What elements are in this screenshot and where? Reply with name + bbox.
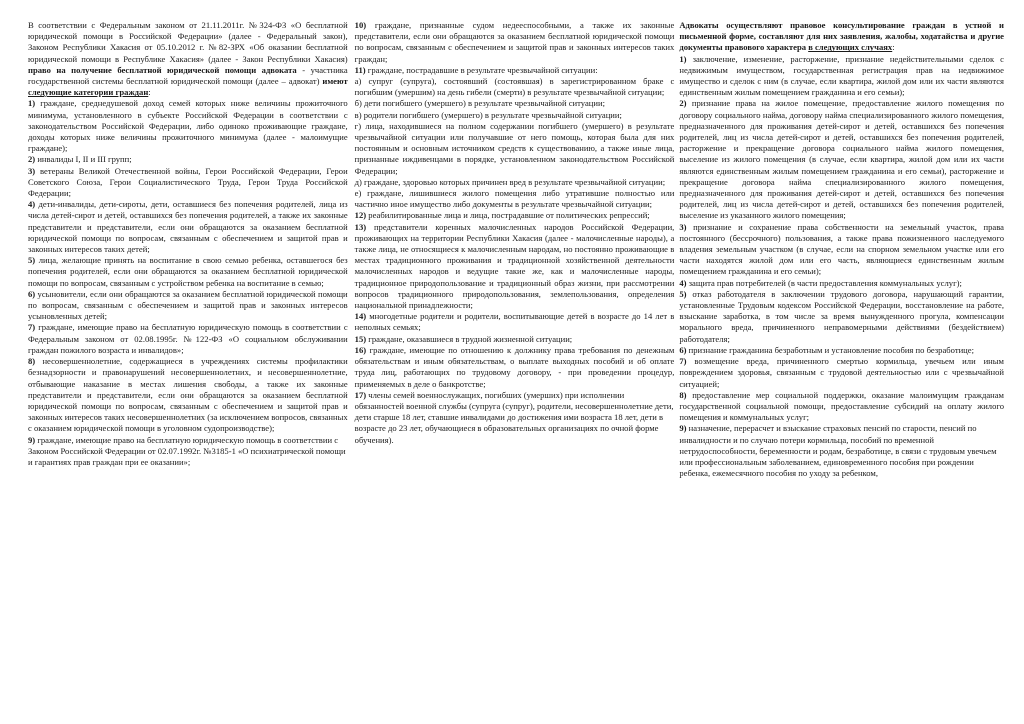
text-run: возмещение вреда, причиненного смертью кормильца, увечьем или иным повреждением здоровья, связанным с трудовой деятельностью или с чрезвычайной ситуацией; bbox=[679, 356, 1004, 389]
text-run: ветераны Великой Отечественной войны, Герои Российской Федерации, Герои Советского Союза, Герои Социалистического Труда, Герои Труда Российской Федерации; bbox=[28, 165, 348, 199]
text-run: дети-инвалиды, дети-сироты, дети, оставшиеся без попечения родителей, лица из числа детей-сирот и детей, оставшихся без попечения родителей, а также их законные представители и представители, если они обращаются за оказанием бесплатной юридической помощи по вопросам, связанным с обеспечением и защитой прав и законных интересов таких детей; bbox=[28, 199, 348, 255]
paragraph-intro bbox=[28, 20, 348, 98]
paragraph-item-13 bbox=[355, 222, 675, 312]
text-run: 6) bbox=[28, 288, 36, 299]
text-run: 15) bbox=[354, 333, 367, 344]
paragraph-item-5 bbox=[28, 255, 348, 289]
paragraph-item-1 bbox=[28, 98, 348, 154]
text-run: 1) bbox=[679, 53, 687, 64]
text-run: реабилитированные лица и лица, пострадавшие от политических репрессий; bbox=[366, 210, 650, 221]
paragraph-case-8 bbox=[679, 390, 1004, 424]
text-run: отказ работодателя в заключении трудового договора, нарушающий гарантии, установленные Трудовым кодексом Российской Федерации, восстановление на работе, взыскание заработка, в том числе за время вынужденного прогула, компенсации морального вреда, причиненного неправомерными действиями (бездействием) работодателя; bbox=[679, 288, 1004, 344]
paragraph-case-1 bbox=[679, 54, 1004, 99]
text-run: назначение, перерасчет и взыскание страховых пенсий по старости, пенсий по инвалидности и по случаю потери кормильца, пособий по временной нетрудоспособности, беременности и родам, безработице, в связи с трудовым увечьем или профессиональным заболеванием, единовременного пособия при рождении ребенка, ежемесячного пособия по уходу за ребенком, bbox=[679, 423, 997, 479]
text-run: право на получение бесплатной юридической помощи адвоката bbox=[28, 64, 297, 75]
text-run: признание гражданина безработным и установление пособия по безработице; bbox=[686, 344, 974, 355]
text-run: 2) bbox=[679, 98, 687, 109]
paragraph-item-15 bbox=[355, 334, 675, 345]
paragraph-item-11a bbox=[355, 76, 675, 98]
text-run: в следующих случаях bbox=[808, 42, 893, 53]
text-run: имеют bbox=[322, 76, 348, 87]
text-run: в) родители погибшего (умершего) в результате чрезвычайной ситуации; bbox=[354, 109, 622, 120]
text-run: граждане, имеющие право на бесплатную юридическую помощь в соответствии с Законом Российской Федерации от 02.07.1992г. №3185-1 «О психиатрической помощи и гарантиях прав граждан при ее оказании»; bbox=[28, 434, 346, 467]
text-run: многодетные родители и родители, воспитывающие детей в возрасте до 14 лет в неполных семьях; bbox=[354, 311, 675, 333]
text-run: члены семей военнослужащих, погибших (умерших) при исполнении обязанностей военной службы (супруга (супруг), родители, несовершеннолетние дети, дети старше 18 лет, ставшие инвалидами до достижения ими возраста 18 лет, дети в возрасте до 23 лет, обучающиеся в образовательных организациях по очной форме обучения). bbox=[354, 389, 674, 445]
text-run: г) лица, находившиеся на полном содержании погибшего (умершего) в результате чрезвычайной ситуации или получавшие от него помощь, которая была для них постоянным и основным источником средств к существованию, а также иные лица, признанные иждивенцами в порядке, установленном законодательством Российской Федерации; bbox=[354, 120, 675, 176]
text-run: 14) bbox=[354, 311, 367, 322]
paragraph-case-7 bbox=[679, 356, 1004, 390]
text-run: несовершеннолетние, содержащиеся в учреждениях системы профилактики безнадзорности и правонарушений несовершеннолетних, и несовершеннолетние, отбывающие наказание в местах лишения свободы, а также их законные представители и представители, если они обращаются за оказанием бесплатной юридической помощи по вопросам, связанным с обеспечением и защитой прав и законных интересов таких несовершеннолетних (за исключением вопросов, связанных с оказанием юридической помощи в уголовном судопроизводстве); bbox=[28, 356, 348, 434]
paragraph-case-4 bbox=[679, 278, 1004, 289]
text-run: Адвокаты осуществляют правовое консультирование граждан в устной и письменной форме, составляют для них заявления, жалобы, ходатайства и другие документы правового характера bbox=[679, 20, 1004, 53]
text-run: 7) bbox=[28, 322, 36, 333]
paragraph-item-11e bbox=[355, 188, 675, 210]
paragraph-intro-cases bbox=[679, 20, 1004, 54]
text-run: граждане, оказавшиеся в трудной жизненной ситуации; bbox=[366, 333, 573, 344]
text-run: граждане, признанные судом недееспособными, а также их законные представители, если они обращаются за оказанием бесплатной юридической помощи по вопросам, связанным с обеспечением и защитой прав и законных интересов таких граждан; bbox=[354, 20, 675, 64]
paragraph-item-11 bbox=[355, 65, 675, 76]
text-run: 9) bbox=[28, 434, 36, 445]
text-run: граждане, имеющие по отношению к должнику права требования по денежным обязательствам и иным обязательствам, о выплате выходных пособий и об оплате труда лиц, работающих по трудовому договору, - при проведении процедур, применяемых в деле о банкротстве; bbox=[354, 344, 675, 389]
text-run: граждане, имеющие право на бесплатную юридическую помощь в соответствии с Федеральным законом от 02.08.1995г. №122-ФЗ «О социальном обслуживании граждан пожилого возраста и инвалидов»; bbox=[28, 322, 348, 355]
text-run: 3) bbox=[28, 165, 36, 176]
text-run: предоставление мер социальной поддержки, оказание малоимущим гражданам государственной социальной помощи, предоставление субсидий на оплату жилого помещения и коммунальных услуг; bbox=[679, 389, 1004, 423]
text-run: : bbox=[892, 42, 895, 53]
paragraph-item-4 bbox=[28, 199, 348, 255]
paragraph-item-9 bbox=[28, 435, 348, 469]
text-run: 8) bbox=[679, 389, 687, 400]
text-run: 7) bbox=[679, 356, 687, 367]
text-run: 11) bbox=[354, 64, 366, 75]
text-column-3 bbox=[679, 20, 1004, 479]
text-run: : bbox=[148, 87, 151, 98]
text-run: 12) bbox=[354, 210, 367, 221]
text-run: 10) bbox=[354, 20, 367, 30]
text-run: 2) bbox=[28, 154, 36, 165]
text-run: В соответствии с Федеральным законом от 21.11.2011г. №324-ФЗ «О бесплатной юридической помощи в Российской Федерации» (далее - Федеральный закон), Законом Республики Хакасия от 05.10.2012 г. №82-ЗРХ «Об оказании бесплатной юридической помощи в Республике Хакасия» (далее - Закон Республики Хакасия) bbox=[28, 20, 348, 64]
text-run: 5) bbox=[28, 255, 36, 266]
text-run: б) дети погибшего (умершего) в результате чрезвычайной ситуации; bbox=[354, 98, 605, 109]
text-run: - участника государственной системы бесплатной юридической помощи (далее – адвокат) bbox=[28, 64, 348, 87]
text-run: граждане, пострадавшие в результате чрезвычайной ситуации: bbox=[365, 64, 598, 75]
paragraph-item-11d bbox=[355, 177, 675, 188]
text-run: лица, желающие принять на воспитание в свою семью ребенка, оставшегося без попечения родителей, если они обращаются за оказанием бесплатной юридической помощи по вопросам, связанным с устройством ребенка на воспитание в семью; bbox=[28, 255, 348, 288]
paragraph-case-2 bbox=[679, 98, 1004, 221]
text-run: 1) bbox=[28, 98, 36, 109]
paragraph-item-17 bbox=[355, 390, 675, 446]
text-run: 17) bbox=[354, 389, 367, 400]
text-run: представители коренных малочисленных народов Российской Федерации, проживающих на территории Республики Хакасия (далее - малочисленные народы), а также лица, не относящиеся к малочисленным народам, но постоянно проживающие в местах традиционного проживания и традиционной хозяйственной деятельности малочисленных народов и ведущие такие же, как и малочисленные народы, традиционное природопользование и традиционный образ жизни, при рассмотрении вопросов традиционного природопользования, землепользования, определения национальной принадлежности; bbox=[354, 221, 675, 311]
paragraph-item-10 bbox=[355, 20, 675, 65]
paragraph-item-12 bbox=[355, 210, 675, 221]
text-run: 16) bbox=[354, 344, 367, 355]
text-run: следующие категории граждан bbox=[28, 87, 149, 98]
paragraph-case-5 bbox=[679, 289, 1004, 345]
paragraph-item-8 bbox=[28, 356, 348, 434]
paragraph-item-11b bbox=[355, 98, 675, 109]
text-run: 5) bbox=[679, 288, 687, 299]
text-column-1 bbox=[28, 20, 348, 468]
paragraph-item-11g bbox=[355, 121, 675, 177]
paragraph-item-6 bbox=[28, 289, 348, 323]
text-run: инвалиды I, II и III групп; bbox=[35, 154, 132, 165]
text-run: 6) bbox=[679, 344, 687, 355]
paragraph-item-16 bbox=[355, 345, 675, 390]
text-run: 8) bbox=[28, 356, 36, 367]
text-run: 4) bbox=[28, 199, 36, 210]
paragraph-case-9 bbox=[679, 423, 1004, 479]
paragraph-item-3 bbox=[28, 166, 348, 200]
text-run: 3) bbox=[679, 221, 687, 232]
text-run: усыновители, если они обращаются за оказанием бесплатной юридической помощи по вопросам, связанным с обеспечением и защитой прав и законных интересов усыновленных детей; bbox=[28, 288, 348, 322]
text-run: а) супруг (супруга), состоявший (состоявшая) в зарегистрированном браке с погибшим (умершим) на день гибели (смерти) в результате чрезвычайной ситуации; bbox=[354, 76, 675, 98]
paragraph-item-2 bbox=[28, 154, 348, 165]
paragraph-case-6 bbox=[679, 345, 1004, 356]
text-run: 4) bbox=[679, 277, 687, 288]
text-run: 13) bbox=[354, 221, 367, 232]
text-run: защита прав потребителей (в части предоставления коммунальных услуг); bbox=[686, 277, 962, 288]
paragraph-case-3 bbox=[679, 222, 1004, 278]
text-run: 9) bbox=[679, 423, 687, 434]
document-columns bbox=[28, 20, 1004, 712]
paragraph-item-7 bbox=[28, 322, 348, 356]
text-run: д) граждане, здоровью которых причинен вред в результате чрезвычайной ситуации; bbox=[354, 176, 666, 187]
text-run: признание и сохранение права собственности на земельный участок, права постоянного (бессрочного) пользования, а также права пожизненного наследуемого владения земельным участком (в случае, если на спорном земельном участке или его части находятся жилой дом или его часть, являющиеся единственным жилым помещением гражданина и его семьи); bbox=[679, 221, 1004, 277]
text-run: граждане, среднедушевой доход семей которых ниже величины прожиточного минимума, установленного в субъекте Российской Федерации в соответствии с законодательством Российской Федерации, либо одиноко проживающие граждане, доходы которых ниже величины прожиточного минимума (далее - малоимущие граждане); bbox=[28, 98, 348, 154]
text-column-2 bbox=[355, 20, 675, 446]
text-run: заключение, изменение, расторжение, признание недействительными сделок с недвижимым имуществом, государственная регистрация прав на недвижимое имущество и сделок с ним (в случае, если квартира, жилой дом или их части являются единственным жилым помещением гражданина и его семьи); bbox=[679, 53, 1004, 98]
text-run: е) граждане, лишившиеся жилого помещения либо утратившие полностью или частично иное имущество либо документы в результате чрезвычайной ситуации; bbox=[354, 188, 675, 210]
paragraph-item-11v bbox=[355, 110, 675, 121]
paragraph-item-14 bbox=[355, 311, 675, 333]
text-run: признание права на жилое помещение, предоставление жилого помещения по договору социального найма, договору найма специализированного жилого помещения, предназначенного для проживания детей-сирот и детей, оставшихся без попечения родителей, лиц из числа детей-сирот и детей, оставшихся без попечения родителей, расторжение и прекращение договора социального найма жилого помещения, выселение из жилого помещения (в случае, если квартира, жилой дом или их части являются единственным жилым помещением гражданина и его семьи), расторжение и прекращение договора найма специализированного жилого помещения, предназначенного для проживания детей-сирот и детей, оставшихся без попечения родителей, лиц из числа детей-сирот и детей, оставшихся без попечения родителей, выселение из указанного жилого помещения; bbox=[679, 98, 1004, 221]
